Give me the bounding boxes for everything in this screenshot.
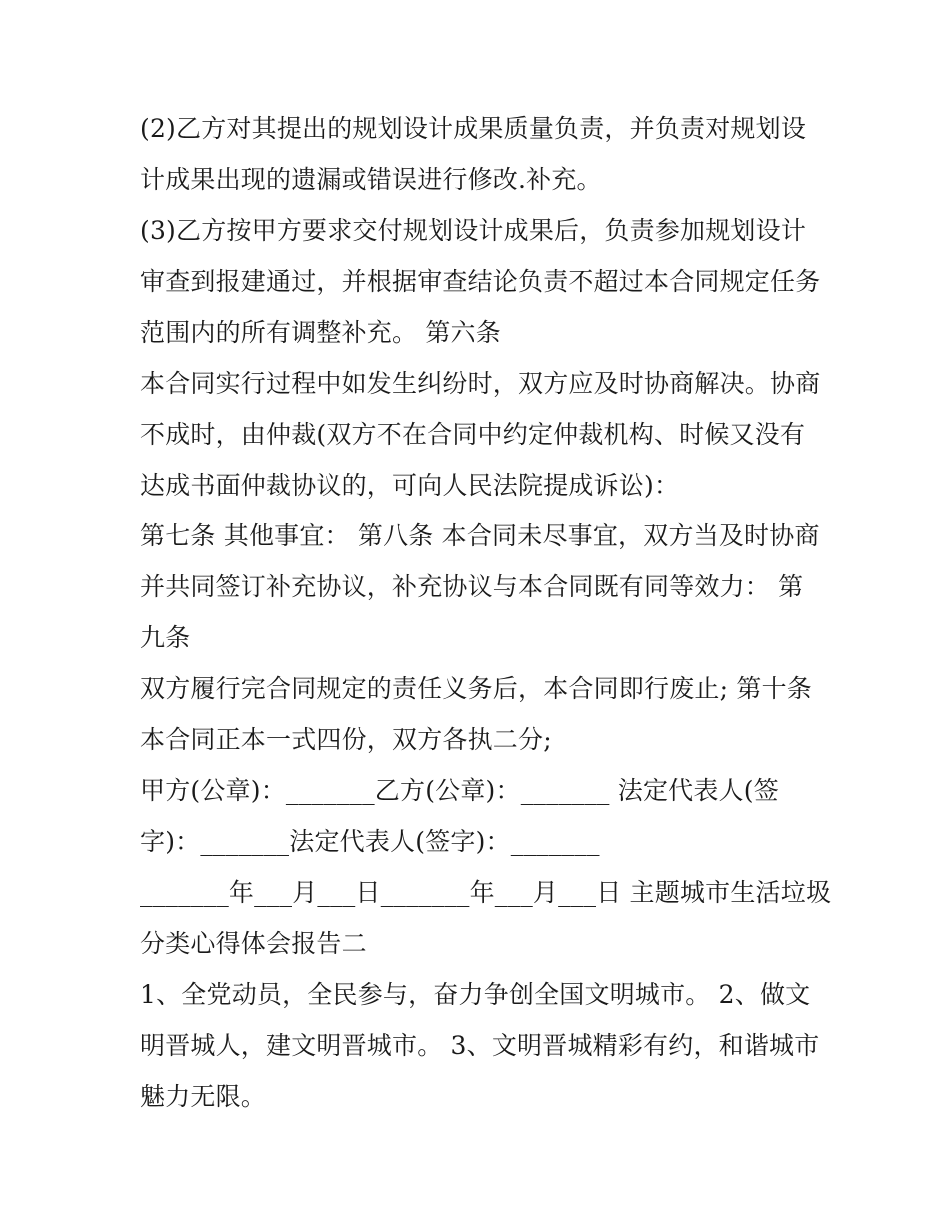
text-line: 本合同正本一式四份，双方各执二分; bbox=[140, 725, 552, 754]
text-line: 甲方(公章)：_______乙方(公章)：_______ 法定代表人(签 bbox=[140, 776, 779, 805]
text-line: 范围内的所有调整补充。 第六条 bbox=[140, 318, 501, 347]
text-line: 明晋城人，建文明晋城市。 3、文明晋城精彩有约，和谐城市 bbox=[140, 1031, 820, 1060]
text-line: 计成果出现的遗漏或错误进行修改.补充。 bbox=[140, 165, 602, 194]
text-line: 魅力无限。 bbox=[140, 1082, 267, 1111]
text-line: 不成时，由仲裁(双方不在合同中约定仲裁机构、时候又没有 bbox=[140, 420, 806, 449]
text-line: 1、全党动员，全民参与，奋力争创全国文明城市。 2、做文 bbox=[140, 980, 811, 1009]
text-line: 本合同实行过程中如发生纠纷时，双方应及时协商解决。协商 bbox=[140, 369, 821, 398]
text-line: 双方履行完合同规定的责任义务后，本合同即行废止; 第十条 bbox=[140, 674, 812, 703]
text-line: 第七条 其他事宜： 第八条 本合同未尽事宜，双方当及时协商 bbox=[140, 521, 820, 550]
text-line: 字)：_______法定代表人(签字)：_______ bbox=[140, 827, 600, 856]
text-line: (2)乙方对其提出的规划设计成果质量负责，并负责对规划设 bbox=[140, 114, 807, 143]
text-line: _______年___月___日_______年___月___日 主题城市生活垃圾 bbox=[140, 878, 832, 907]
text-line: 九条 bbox=[140, 623, 191, 652]
text-line: 达成书面仲裁协议的，可向人民法院提成诉讼)： bbox=[140, 471, 680, 500]
text-line: 分类心得体会报告二 bbox=[140, 929, 367, 958]
text-line: 并共同签订补充协议，补充协议与本合同既有同等效力： 第 bbox=[140, 572, 804, 601]
text-line: (3)乙方按甲方要求交付规划设计成果后，负责参加规划设计 bbox=[140, 216, 807, 245]
text-line: 审查到报建通过，并根据审查结论负责不超过本合同规定任务 bbox=[140, 267, 821, 296]
